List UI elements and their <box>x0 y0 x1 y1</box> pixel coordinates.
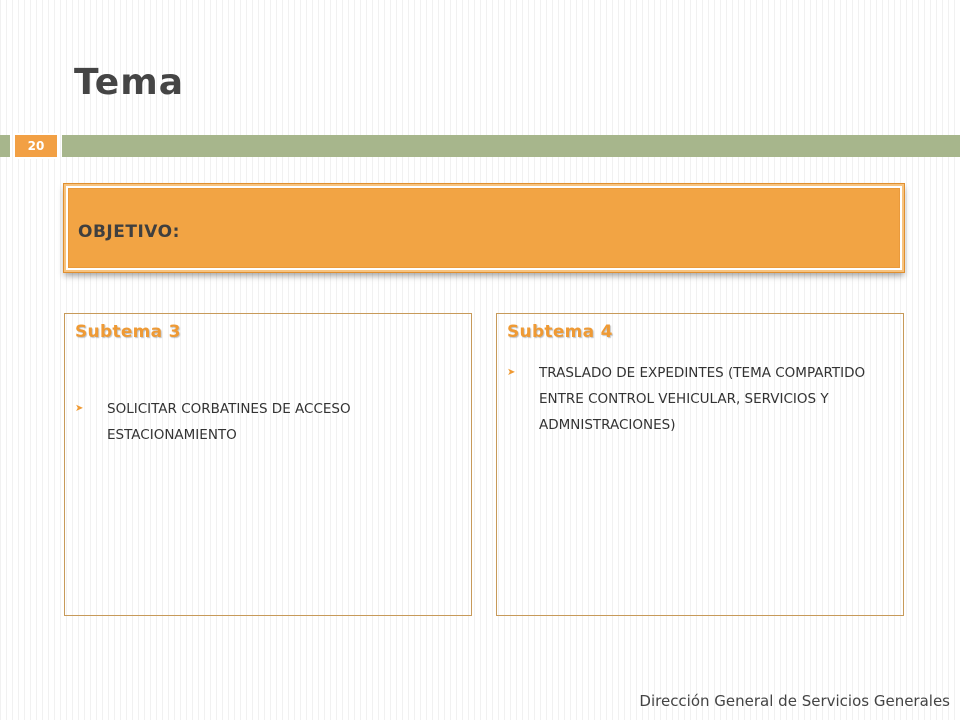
slide-title: Tema <box>74 62 184 103</box>
list-item <box>75 396 457 448</box>
header-rule-right <box>62 135 960 157</box>
footer-organization: Dirección General de Servicios Generales <box>639 692 950 710</box>
subtopic-box-3 <box>64 313 472 616</box>
subtopic-heading: Subtema 3 <box>75 322 181 342</box>
header-rule-left <box>0 135 10 157</box>
bullet-text: SOLICITAR CORBATINES DE ACCESO ESTACIONAMIENTO <box>107 401 351 443</box>
subtopic-box-4 <box>496 313 904 616</box>
list-item <box>507 360 889 438</box>
bullet-list <box>75 396 457 448</box>
subtopic-heading: Subtema 4 <box>507 322 613 342</box>
objective-banner <box>64 184 904 272</box>
page-number-badge: 20 <box>13 133 59 159</box>
bullet-list <box>507 360 889 438</box>
arrowhead-right-icon: ➤ <box>507 367 516 378</box>
bullet-text: TRASLADO DE EXPEDINTES (TEMA COMPARTIDO ENTRE CONTROL VEHICULAR, SERVICIOS Y ADMNISTRACIONES) <box>539 365 866 433</box>
objective-label: OBJETIVO: <box>78 222 180 242</box>
arrowhead-right-icon: ➤ <box>75 403 84 414</box>
